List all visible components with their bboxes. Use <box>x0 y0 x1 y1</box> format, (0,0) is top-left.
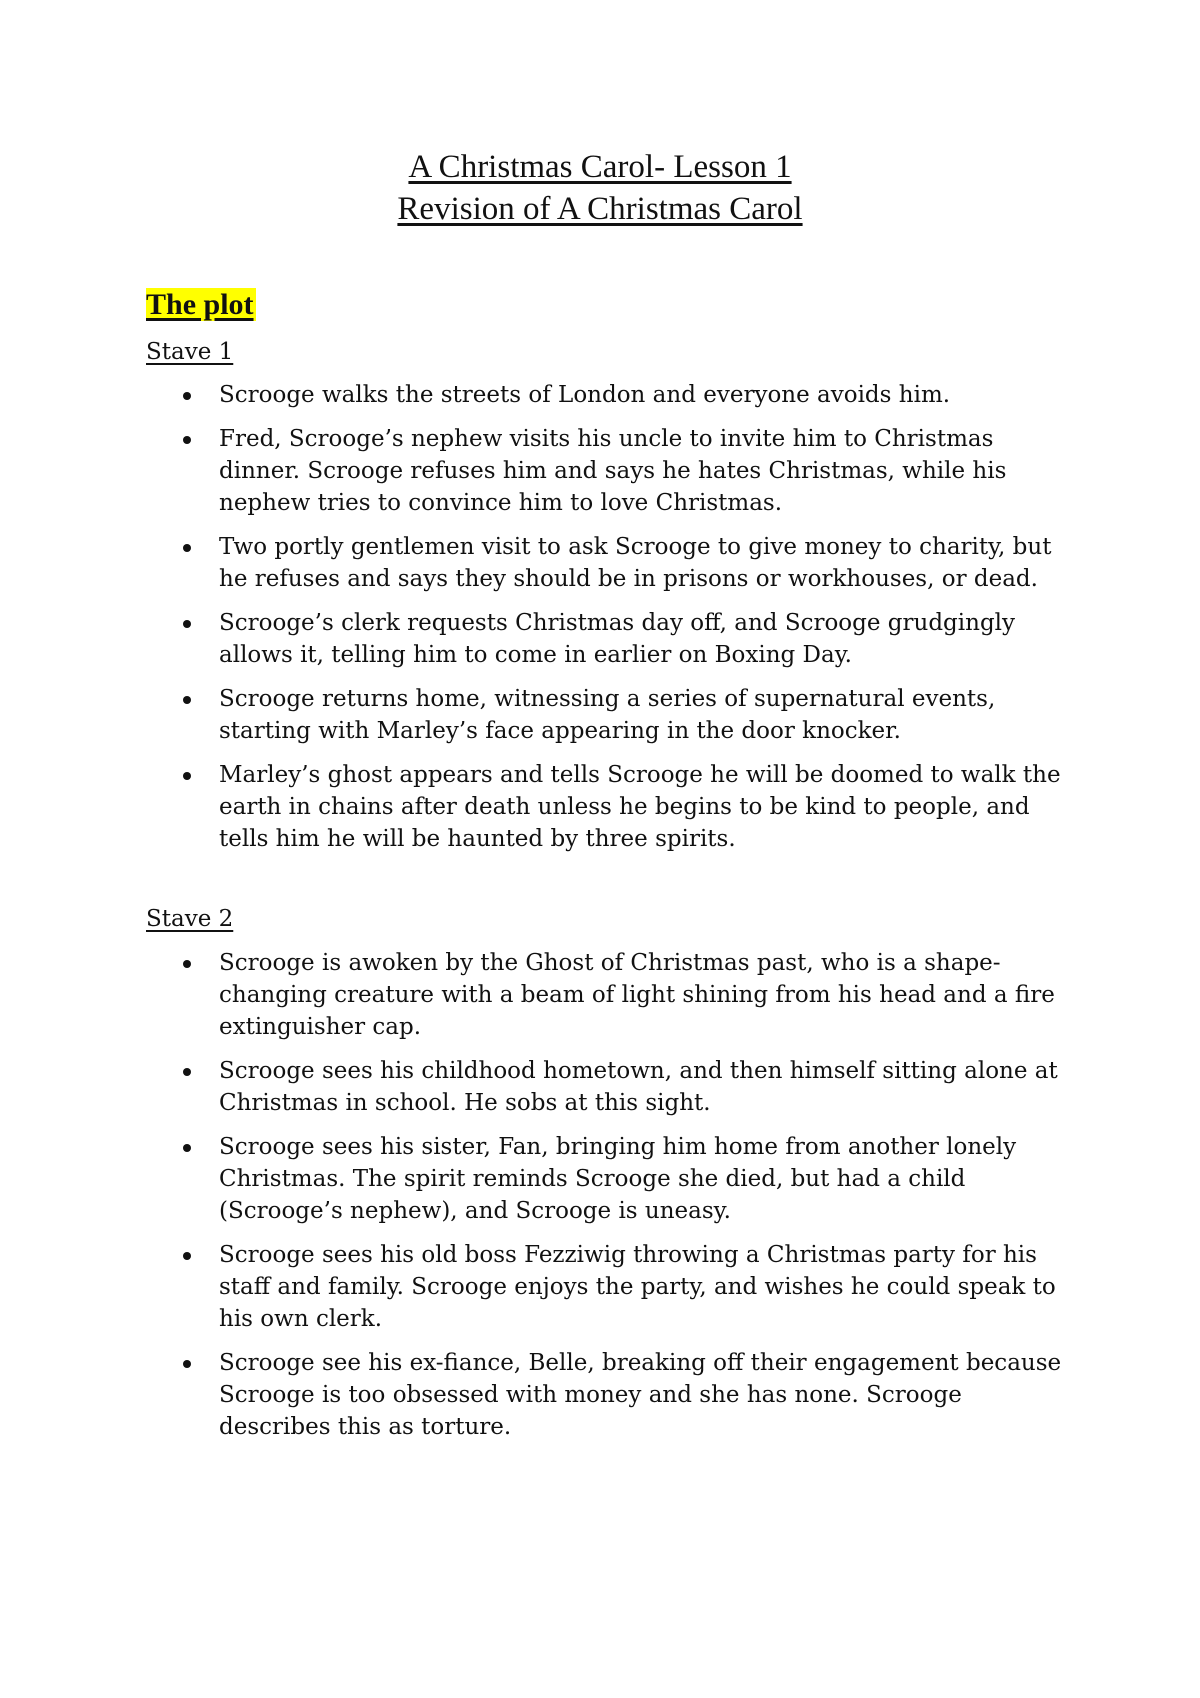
stave-2-list <box>146 947 1076 1455</box>
bullet-icon <box>183 696 191 704</box>
list-item-text: Scrooge sees his sister, Fan, bringing him home from another lonely Christmas. The spirit reminds Scrooge she died, but had a child (Scrooge’s nephew), and Scrooge is uneasy. <box>219 1134 1017 1224</box>
list-item <box>146 1055 1076 1119</box>
bullet-icon <box>183 1360 191 1368</box>
bullet-icon <box>183 1068 191 1076</box>
bullet-icon <box>183 772 191 780</box>
bullet-icon <box>183 392 191 400</box>
list-item-text: Scrooge sees his old boss Fezziwig throwing a Christmas party for his staff and family. Scrooge enjoys the party, and wishes he could speak to his own clerk. <box>219 1242 1056 1332</box>
list-item <box>146 1131 1076 1227</box>
list-item-text: Two portly gentlemen visit to ask Scrooge to give money to charity, but he refuses and says they should be in prisons or workhouses, or dead. <box>219 534 1052 592</box>
list-item-text: Scrooge walks the streets of London and everyone avoids him. <box>219 382 951 408</box>
bullet-icon <box>183 544 191 552</box>
section-heading-text: The plot <box>146 288 254 321</box>
list-item <box>146 423 1076 519</box>
list-item-text: Fred, Scrooge’s nephew visits his uncle to invite him to Christmas dinner. Scrooge refuses him and says he hates Christmas, while his nephew tries to convince him to love Christmas. <box>219 426 1007 516</box>
stave-2-label: Stave 2 <box>146 906 234 932</box>
list-item <box>146 379 1076 411</box>
stave-1-list <box>146 379 1076 867</box>
section-heading <box>146 286 256 324</box>
list-item <box>146 759 1076 855</box>
bullet-icon <box>183 1252 191 1260</box>
list-item <box>146 683 1076 747</box>
list-item <box>146 1347 1076 1443</box>
title-line-1: A Christmas Carol- Lesson 1 <box>408 149 792 185</box>
list-item-text: Scrooge is awoken by the Ghost of Christmas past, who is a shape-changing creature with a beam of light shining from his head and a fire extinguisher cap. <box>219 950 1055 1040</box>
list-item-text: Scrooge sees his childhood hometown, and then himself sitting alone at Christmas in school. He sobs at this sight. <box>219 1058 1058 1116</box>
bullet-icon <box>183 620 191 628</box>
list-item <box>146 947 1076 1043</box>
list-item <box>146 531 1076 595</box>
bullet-icon <box>183 1144 191 1152</box>
bullet-icon <box>183 960 191 968</box>
list-item-text: Scrooge returns home, witnessing a series of supernatural events, starting with Marley’s face appearing in the door knocker. <box>219 686 996 744</box>
title-line-2: Revision of A Christmas Carol <box>397 191 803 227</box>
list-item-text: Scrooge’s clerk requests Christmas day off, and Scrooge grudgingly allows it, telling him to come in earlier on Boxing Day. <box>219 610 1016 668</box>
bullet-icon <box>183 436 191 444</box>
list-item-text: Scrooge see his ex-fiance, Belle, breaking off their engagement because Scrooge is too obsessed with money and she has none. Scrooge describes this as torture. <box>219 1350 1062 1440</box>
document-title <box>0 146 1200 230</box>
list-item-text: Marley’s ghost appears and tells Scrooge he will be doomed to walk the earth in chains after death unless he begins to be kind to people, and tells him he will be haunted by three spirits. <box>219 762 1061 852</box>
list-item <box>146 607 1076 671</box>
list-item <box>146 1239 1076 1335</box>
stave-1-label: Stave 1 <box>146 339 234 365</box>
